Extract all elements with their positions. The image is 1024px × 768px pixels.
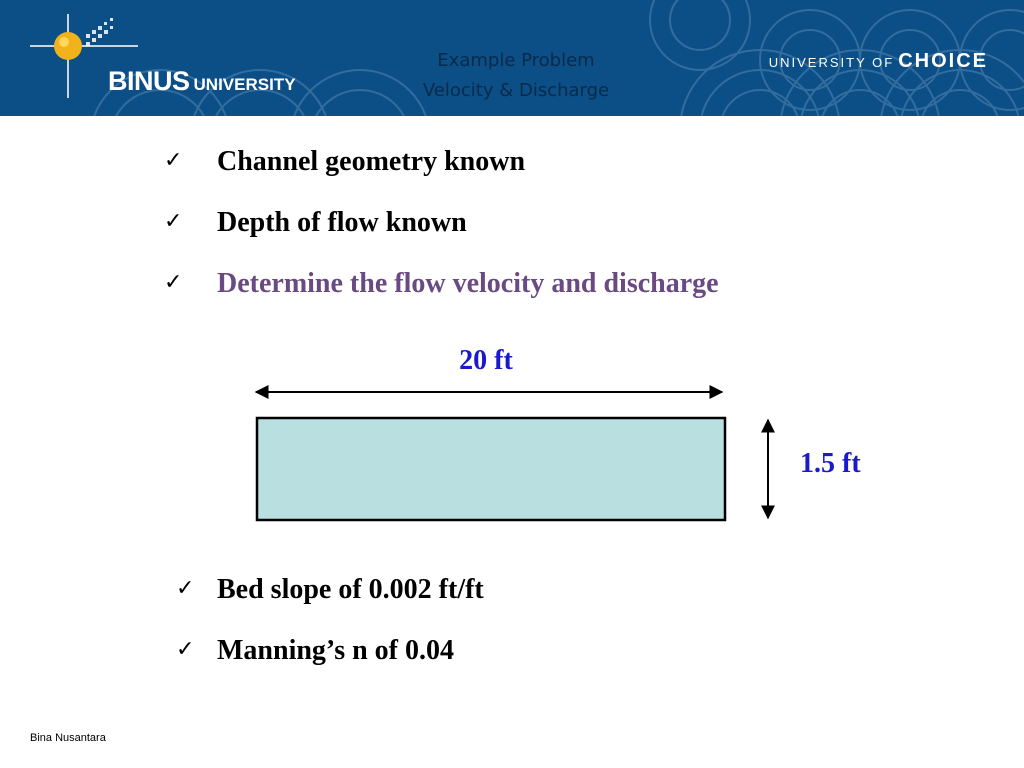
bullet-channel-geometry: Channel geometry known	[217, 146, 526, 177]
check-icon: ✓	[176, 576, 195, 601]
bullet-bed-slope: Bed slope of 0.002 ft/ft	[217, 574, 484, 605]
title-line-1: Example Problem	[437, 50, 595, 71]
tagline-prefix: UNIVERSITY OF	[768, 55, 895, 70]
university-tagline	[769, 50, 988, 73]
channel-flow-area	[257, 418, 725, 520]
check-icon: ✓	[176, 637, 195, 662]
width-label: 20 ft	[459, 345, 513, 376]
logo-name: BINUS	[108, 66, 190, 96]
check-icon: ✓	[164, 148, 183, 173]
header-banner	[0, 0, 1024, 116]
logo-wordmark	[108, 66, 296, 97]
tagline-emphasis: CHOICE	[898, 50, 988, 72]
bullet-depth-of-flow: Depth of flow known	[217, 207, 467, 238]
title-line-2: Velocity & Discharge	[422, 80, 610, 101]
depth-label: 1.5 ft	[800, 448, 861, 479]
bullet-determine-velocity: Determine the flow velocity and discharge	[217, 268, 719, 299]
logo-suffix: UNIVERSITY	[193, 75, 296, 94]
check-icon: ✓	[164, 270, 183, 295]
slide-title	[380, 46, 652, 106]
binus-logo	[28, 10, 318, 106]
footer-text: Bina Nusantara	[30, 732, 106, 744]
check-icon: ✓	[164, 209, 183, 234]
bullet-mannings-n: Manning’s n of 0.04	[217, 635, 455, 666]
channel-cross-section-diagram	[0, 330, 1024, 540]
